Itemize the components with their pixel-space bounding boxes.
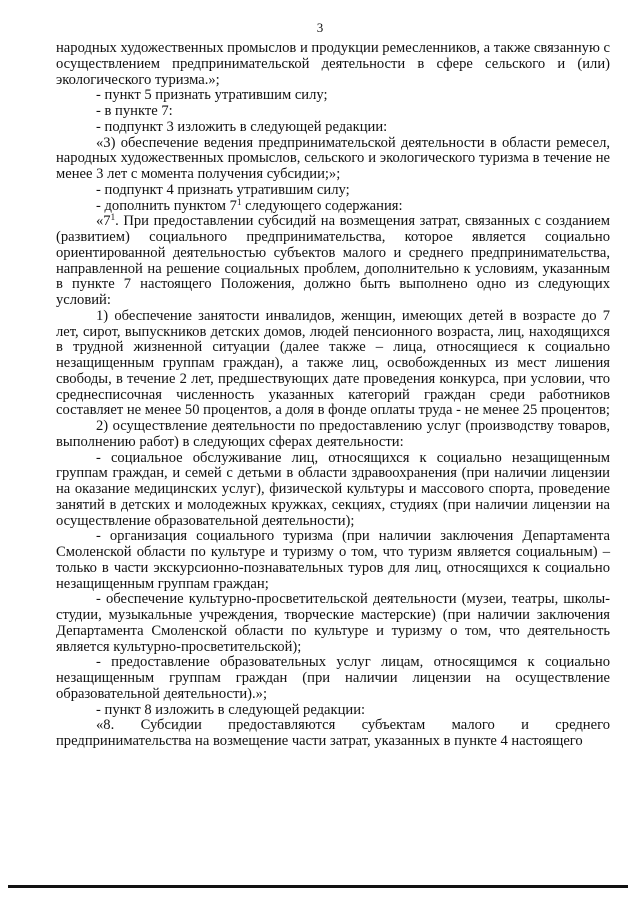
paragraph-16: «8. Субсидии предоставляются субъектам малого и среднего предпринимательства на возмещение части затрат, указанных в пункте 4 настоящего xyxy=(56,717,610,749)
page-number: 3 xyxy=(316,20,324,35)
paragraph-4: - подпункт 3 изложить в следующей редакции: xyxy=(96,118,388,135)
paragraph-2: - пункт 5 признать утратившим силу; xyxy=(96,87,328,104)
paragraph-7: - дополнить пунктом $7^1$ следующего содержания: xyxy=(96,196,403,214)
paragraph-9: 1) обеспечение занятости инвалидов, женщин, имеющих детей в возрасте до 7 лет, сирот, выпускников детских домов, людей пенсионного возраста, лиц, находящихся в трудной жизненной ситуации (далее также – лица, относящиеся к социально незащищенным группам граждан), а также лиц, освобожденных из мест лишения свободы, в течение 2 лет, предшествующих дате проведения конкурса, при условии, что среднесписочная численность указанных категорий граждан среди работников составляет не менее 50 процентов, а доля в фонде оплаты труда - не менее 25 процентов; xyxy=(56,307,610,419)
paragraph-10: 2) осуществление деятельности по предоставлению услуг (производству товаров, выполнению работ) в следующих сферах деятельности: xyxy=(56,418,610,450)
paragraph-11: - социальное обслуживание лиц, относящихся к социально незащищенным группам граждан, и семей с детьми в области здравоохранения (при наличии лицензии на оказание медицинских услуг), физической культуры и массового спорта, проведение занятий в детских и молодежных кружках, секциях, студиях (при наличии лицензии на осуществление образовательной деятельности); xyxy=(56,449,610,529)
page-bottom-rule xyxy=(8,885,628,888)
paragraph-12: - организация социального туризма (при наличии заключения Департамента Смоленской области по культуре и туризму о том, что туризм является социальным) – только в части экскурсионно-познавательных туров для лиц, относящихся к социально незащищенным группам граждан; xyxy=(56,528,610,592)
paragraph-3: - в пункте 7: xyxy=(96,103,173,119)
paragraph-14: - предоставление образовательных услуг лицам, относящимся к социально незащищенным группам граждан (при наличии лицензии на осуществление образовательной деятельности).»; xyxy=(56,654,610,702)
paragraph-13: - обеспечение культурно-просветительской деятельности (музеи, театры, школы-студии, музыкальные учреждения, творческие мастерские) (при наличии заключения Департамента Смоленской области по культуре и туризму о том, что деятельность является культурно-просветительской); xyxy=(56,591,610,655)
paragraph-8: «$7^1$. При предоставлении субсидий на возмещения затрат, связанных с созданием (развитием) социального предпринимательства, которое является социально ориентированной деятельностью субъектов малого и среднего предпринимательства, направленной на решение социальных проблем, дополнительно к условиям, указанным в пункте 7 настоящего Положения, должно быть выполнено одно из следующих условий: xyxy=(56,212,610,308)
paragraph-6: - подпункт 4 признать утратившим силу; xyxy=(96,181,350,198)
paragraph-1: народных художественных промыслов и продукции ремесленников, а также связанную с осуществлением предпринимательской деятельности в сфере сельского и (или) экологического туризма.»; xyxy=(56,40,610,88)
document-body xyxy=(56,41,610,750)
paragraph-5: «3) обеспечение ведения предпринимательской деятельности в области ремесел, народных художественных промыслов, сельского и экологического туризма в течение не менее 3 лет с момента получения субсидии;»; xyxy=(56,134,610,182)
paragraph-15: - пункт 8 изложить в следующей редакции: xyxy=(96,701,366,718)
